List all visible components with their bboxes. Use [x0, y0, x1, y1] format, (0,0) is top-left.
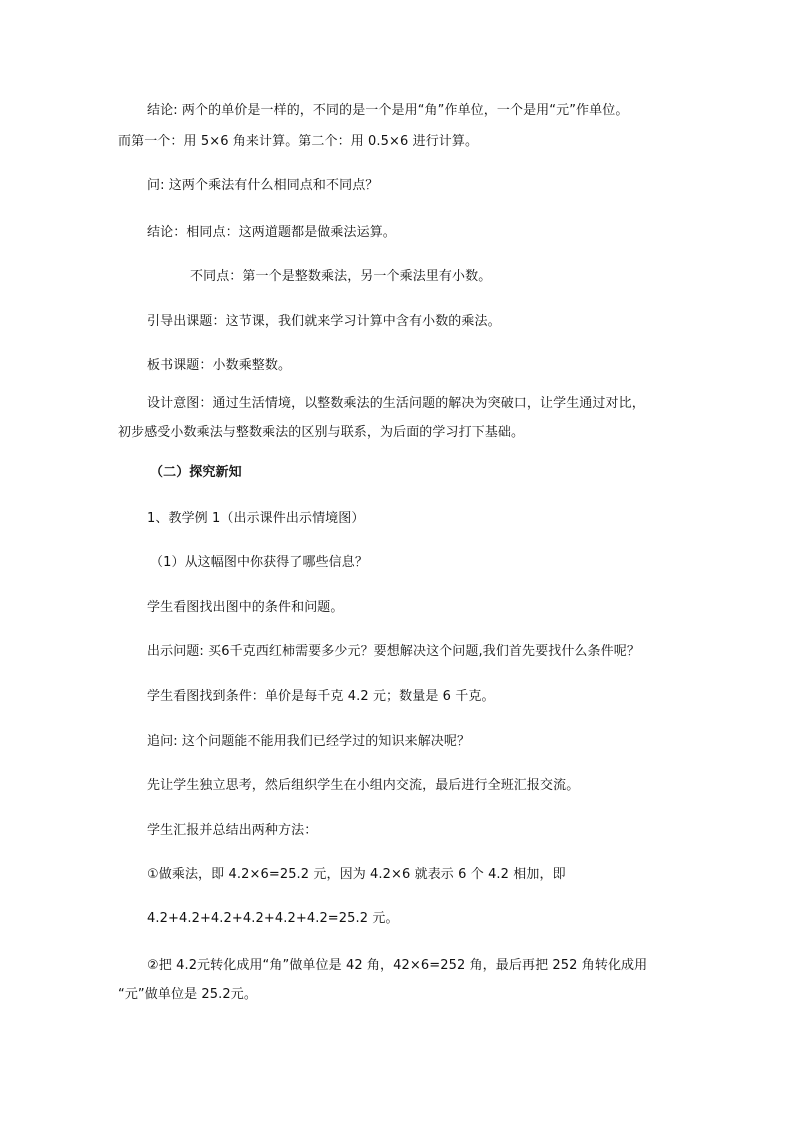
conditions-line: 学生看图找到条件：单价是每千克 4.2 元；数量是 6 千克。 [147, 689, 495, 704]
difference-line: 不同点：第一个是整数乘法，另一个乘法里有小数。 [190, 269, 492, 284]
lead-topic-line: 引导出课题：这节课，我们就来学习计算中含有小数的乘法。 [147, 314, 501, 329]
problem-line: 出示问题: 买6千克西红柿需要多少元？要想解决这个问题,我们首先要找什么条件呢？ [147, 644, 640, 659]
similarity-line: 结论：相同点：这两道题都是做乘法运算。 [147, 225, 396, 240]
question-line: 问: 这两个乘法有什么相同点和不同点？ [147, 178, 379, 193]
follow-up-question-line: 追问: 这个问题能不能用我们已经学过的知识来解决呢？ [147, 734, 471, 749]
method-1-line-2: 4.2+4.2+4.2+4.2+4.2+4.2=25.2 元。 [147, 911, 399, 926]
method-1-line-1: ①做乘法，即 4.2×6=25.2 元，因为 4.2×6 就表示 6 个 4.2 相加，即 [147, 867, 566, 882]
question-1-line: （1）从这幅图中你获得了哪些信息？ [150, 555, 368, 570]
method-2-line-1: ②把 4.2元转化成用“角”做单位是 42 角，42×6=252 角，最后再把 252 角转化成用 [147, 958, 648, 973]
section-heading: （二）探究新知 [150, 465, 242, 480]
board-title-line: 板书课题：小数乘整数。 [147, 358, 292, 373]
methods-intro-line: 学生汇报并总结出两种方法： [147, 823, 318, 838]
conclusion-line-1: 结论: 两个的单价是一样的，不同的是一个是用“角”作单位，一个是用“元”作单位。 [147, 103, 629, 118]
example-heading: 1、教学例 1（出示课件出示情境图） [147, 511, 365, 526]
conclusion-line-2: 而第一个：用 5×6 角来计算。第二个：用 0.5×6 进行计算。 [118, 134, 479, 149]
method-2-line-2: “元”做单位是 25.2元。 [118, 987, 257, 1002]
design-intent-line-2: 初步感受小数乘法与整数乘法的区别与联系，为后面的学习打下基础。 [118, 425, 525, 440]
student-observe-line: 学生看图找出图中的条件和问题。 [147, 600, 344, 615]
design-intent-line-1: 设计意图：通过生活情境，以整数乘法的生活问题的解决为突破口，让学生通过对比， [147, 396, 645, 411]
discussion-line: 先让学生独立思考，然后组织学生在小组内交流，最后进行全班汇报交流。 [147, 778, 580, 793]
